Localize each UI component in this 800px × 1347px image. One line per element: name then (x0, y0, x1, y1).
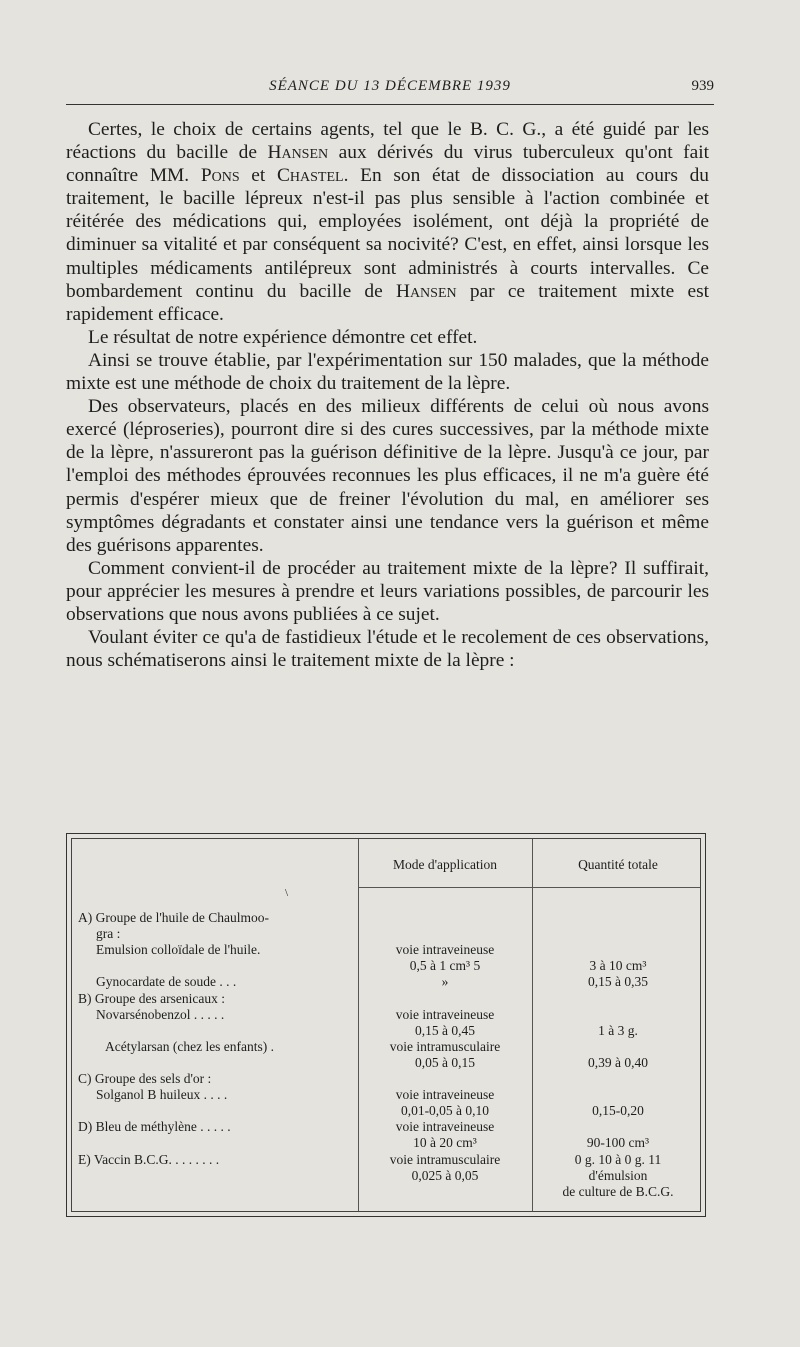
author-name: Pons (200, 165, 240, 187)
text-run: Ainsi se trouve établie, par l'expérimentation sur 150 malades, que la méthode mixte est une méthode de choix du traitement de la lèpre. (66, 349, 709, 395)
paragraph (66, 557, 709, 626)
row-mode: 10 à 20 cm³ (413, 1135, 477, 1151)
treatment-table (66, 833, 706, 1217)
row-quantity: 0,15 à 0,35 (588, 974, 648, 990)
stray-mark: \ (285, 887, 289, 899)
text-run: aux dérivés du virus tuberculeux qu'ont fait connaître MM. (66, 142, 709, 187)
paragraph (66, 626, 709, 672)
row-mode: voie intramusculaire (389, 1151, 501, 1167)
author-name: Hansen (267, 142, 329, 164)
row-quantity: 0,15-0,20 (592, 1103, 644, 1119)
text-run: Voulant éviter ce qu'a de fastidieux l'étude et le recolement de ces observations, nous schématiserons ainsi le traitement mixte de la lèpre : (66, 627, 709, 672)
row-quantity: 0,39 à 0,40 (588, 1054, 648, 1070)
row-label: A) Groupe de l'huile de Chaulmoo- (78, 910, 270, 925)
header-quantite-totale: Quantité totale (578, 857, 658, 872)
row-label: B) Groupe des arsenicaux : (78, 990, 225, 1006)
row-mode: voie intraveineuse (395, 1006, 495, 1022)
text-run: par ce traitement mixte est rapidement efficace. (66, 280, 709, 325)
row-mode: » (441, 974, 449, 990)
row-quantity: d'émulsion (588, 1167, 648, 1183)
row-label: Solganol B huileux . . . . (96, 1087, 228, 1103)
row-label: E) Vaccin B.C.G. . . . . . . . (78, 1151, 220, 1167)
row-label: D) Bleu de méthylène . . . . . (78, 1119, 231, 1135)
row-quantity: 0 g. 10 à 0 g. 11 (574, 1151, 662, 1167)
text-run: Certes, le choix de certains agents, tel que le B. C. G., a été guidé par les réactions du bacille de (66, 119, 709, 164)
header-rule (358, 887, 700, 888)
table-frame (71, 838, 701, 1212)
column-divider (358, 839, 359, 1211)
row-label: Emulsion colloïdale de l'huile. (96, 942, 261, 958)
paragraph (66, 326, 709, 349)
page-number: 939 (691, 78, 714, 94)
author-name: Hansen (395, 280, 457, 302)
row-quantity: de culture de B.C.G. (562, 1183, 674, 1199)
text-run: Comment convient-il de procéder au traitement mixte de la lèpre? Il suffirait, pour apprécier les mesures à prendre et leurs variations possibles, de parcourir les observations que nous avons publiées à ce sujet. (66, 557, 709, 625)
row-label: Novarsénobenzol . . . . . (96, 1006, 225, 1022)
row-quantity: 3 à 10 cm³ (589, 958, 647, 974)
paragraph (66, 118, 709, 326)
row-mode: voie intramusculaire (389, 1038, 501, 1054)
row-quantity: 1 à 3 g. (598, 1022, 638, 1038)
row-mode: voie intraveineuse (395, 942, 495, 958)
row-label: Acétylarsan (chez les enfants) . (105, 1038, 275, 1054)
paragraph (66, 349, 709, 395)
text-run: Le résultat de notre expérience démontre cet effet. (88, 326, 478, 348)
row-label: C) Groupe des sels d'or : (78, 1071, 212, 1086)
column-divider (532, 839, 533, 1211)
row-mode: 0,15 à 0,45 (415, 1022, 475, 1038)
paragraph (66, 395, 709, 557)
row-quantity: 90-100 cm³ (586, 1135, 650, 1151)
row-mode: voie intraveineuse (395, 1119, 495, 1135)
page-header (66, 78, 714, 105)
row-mode: 0,5 à 1 cm³ 5 (409, 958, 481, 974)
row-mode: 0,01-0,05 à 0,10 (400, 1103, 490, 1119)
body-text (66, 118, 709, 672)
header-mode-application: Mode d'application (392, 857, 498, 872)
author-name: Chastel (276, 165, 344, 187)
row-mode: voie intraveineuse (395, 1087, 495, 1103)
text-run: Des observateurs, placés en des milieux différents de celui où nous avons exercé (léproseries), pourront dire si des cures successives, par la méthode mixte de la lèpre, n'assureront pas la guérison définitive de la lèpre. Jusqu'à ce jour, par l'emploi des méthodes éprouvées reconnues les plus efficaces, il ne m'a guère été permis d'espérer mieux que de freiner l'évolution du mal, en améliorer ses symptômes dégradants et constater ainsi une tendance vers la guérison et même des guérisons apparentes. (66, 396, 709, 556)
row-label: gra : (96, 926, 121, 942)
running-title: SÉANCE DU 13 DÉCEMBRE 1939 (269, 78, 511, 94)
row-mode: 0,05 à 0,15 (415, 1054, 475, 1070)
row-mode: 0,025 à 0,05 (411, 1167, 479, 1183)
row-label: Gynocardate de soude . . . (96, 974, 237, 990)
text-run: . En son état de dissociation au cours du traitement, le bacille lépreux n'est-il pas plus sensible à l'action combinée et réitérée des médications qui, employées isolément, ont déjà la propriété de diminuer sa vitalité et par conséquent sa nocivité? C'est, en effet, ainsi lorsque les multiples médicaments antilépreux sont administrés à courts intervalles. Ce bombardement continu du bacille de (66, 165, 709, 302)
text-run: et (239, 165, 277, 187)
